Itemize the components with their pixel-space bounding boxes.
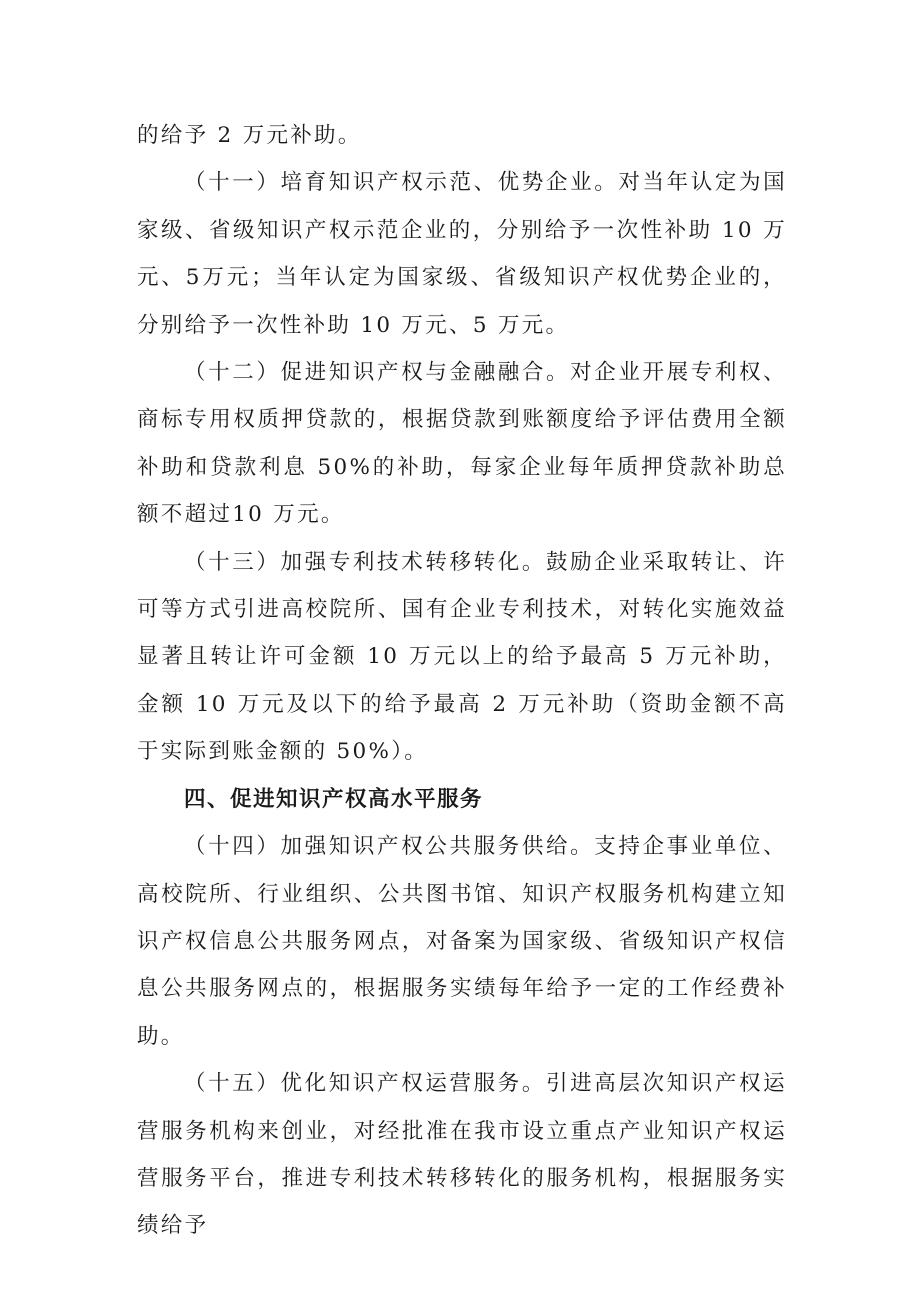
section-heading-4: 四、促进知识产权高水平服务 <box>184 786 484 812</box>
paragraph-12-ip-finance-integration: （十二）促进知识产权与金融融合。对企业开展专利权、商标专用权质押贷款的，根据贷款到账额度给予评估费用全额补助和贷款利息 50%的补助，每家企业每年质押贷款补助总额不超过10 万元。 <box>137 360 787 528</box>
paragraph-11-ip-demonstration-enterprises: （十一）培育知识产权示范、优势企业。对当年认定为国家级、省级知识产权示范企业的，分别给予一次性补助 10 万元、5万元；当年认定为国家级、省级知识产权优势企业的，分别给予一次性补助 10 万元、5 万元。 <box>137 170 787 338</box>
paragraph-continuation: 的给予 2 万元补助。 <box>137 123 362 148</box>
document-body <box>137 112 787 1250</box>
paragraph-15-ip-operation-service: （十五）优化知识产权运营服务。引进高层次知识产权运营服务机构来创业，对经批准在我市设立重点产业知识产权运营服务平台，推进专利技术转移转化的服务机构，根据服务实绩给予 <box>137 1071 787 1239</box>
paragraph-13-patent-technology-transfer: （十三）加强专利技术转移转化。鼓励企业采取转让、许可等方式引进高校院所、国有企业专利技术，对转化实施效益显著且转让许可金额 10 万元以上的给予最高 5 万元补助，金额 10 万元及以下的给予最高 2 万元补助（资助金额不高于实际到账金额的 50%）。 <box>137 549 787 765</box>
paragraph-14-ip-public-service: （十四）加强知识产权公共服务供给。支持企事业单位、高校院所、行业组织、公共图书馆、知识产权服务机构建立知识产权信息公共服务网点，对备案为国家级、省级知识产权信息公共服务网点的，根据服务实绩每年给予一定的工作经费补助。 <box>137 834 787 1049</box>
